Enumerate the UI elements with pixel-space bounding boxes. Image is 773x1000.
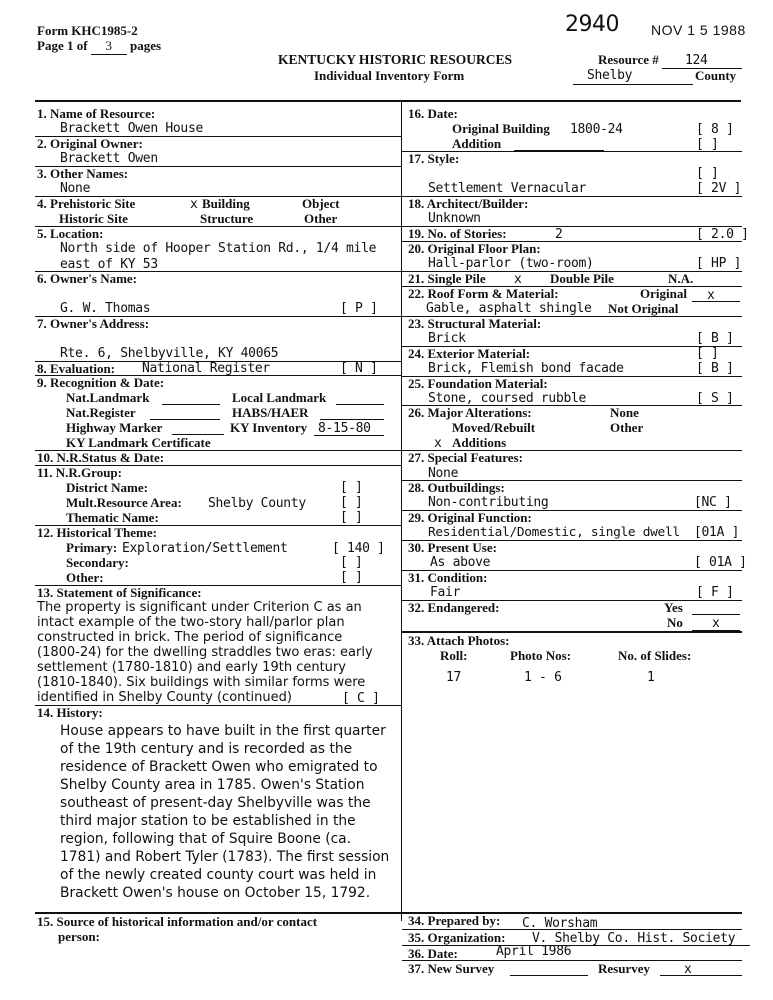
f11-district-bracket: [ ] <box>340 480 363 495</box>
page-count <box>37 38 161 55</box>
f9-kyinventory: KY Inventory <box>230 420 308 435</box>
county-value: Shelby <box>587 68 633 83</box>
f5-label: 5. Location: <box>37 226 104 241</box>
f25-label: 25. Foundation Material: <box>408 376 548 391</box>
f16-original-value: 1800-24 <box>570 122 623 137</box>
f3-value: None <box>60 181 91 196</box>
f21-na: N.A. <box>668 271 694 286</box>
f19-code: [ 2.0 ] <box>696 227 749 242</box>
f8-code: [ N ] <box>340 361 378 376</box>
f9-natlandmark: Nat.Landmark <box>66 390 150 405</box>
f24-value: Brick, Flemish bond facade <box>428 361 624 376</box>
f33-roll: Roll: <box>440 648 468 663</box>
f25-code: [ S ] <box>696 391 734 406</box>
f17-value: Settlement Vernacular <box>428 181 587 196</box>
f9-natregister: Nat.Register <box>66 405 136 420</box>
f17-code: [ 2V ] <box>696 181 742 196</box>
f35-value: V. Shelby Co. Hist. Society <box>532 931 736 946</box>
f33-photo-nos: Photo Nos: <box>510 648 572 663</box>
f30-value: As above <box>430 555 491 570</box>
f33-slides-value: 1 <box>647 670 655 685</box>
f3-label: 3. Other Names: <box>37 166 129 181</box>
f23-label: 23. Structural Material: <box>408 316 542 331</box>
f20-code: [ HP ] <box>696 256 742 271</box>
f11-district: District Name: <box>66 480 148 495</box>
f18-label: 18. Architect/Builder: <box>408 196 529 211</box>
f29-value: Residential/Domestic, single dwell <box>428 525 680 540</box>
f17-bracket-empty: [ ] <box>696 166 719 181</box>
f22-mark: x <box>707 288 715 303</box>
f15-label: 15. Source of historical information and/or contact <box>37 914 318 929</box>
f13-text: The property is significant under Criterion C as an intact example of the two-story hall/parlor plan constructed in brick. The period of significance (1800-24) for the dwelling straddles two eras: early settlement (1780-1810) and early 19th century (1810-1840). Six buildings with similar forms were identified in Shelby County (continued) <box>37 600 373 705</box>
f9-locallandmark: Local Landmark <box>232 390 327 405</box>
f32-mark: x <box>712 616 720 631</box>
f7-value: Rte. 6, Shelbyville, KY 40065 <box>60 346 279 361</box>
f14-label: 14. History: <box>37 705 103 720</box>
f16-original: Original Building <box>452 121 550 136</box>
form-id: Form KHC1985-2 <box>37 23 138 38</box>
f26-label: 26. Major Alterations: <box>408 405 532 420</box>
f33-photo-value: 1 - 6 <box>524 670 562 685</box>
resource-label: Resource # <box>598 52 659 67</box>
f19-value: 2 <box>555 227 563 242</box>
f9-label: 9. Recognition & Date: <box>37 375 165 390</box>
f12-other: Other: <box>66 570 104 585</box>
f8-label: 8. Evaluation: <box>37 361 116 376</box>
f22-label: 22. Roof Form & Material: <box>408 286 559 301</box>
f13-label: 13. Statement of Significance: <box>37 585 202 600</box>
f18-value: Unknown <box>428 211 481 226</box>
f21-mark: x <box>514 272 522 287</box>
f31-label: 31. Condition: <box>408 570 488 585</box>
f11-mra: Mult.Resource Area: <box>66 495 182 510</box>
f1-label: 1. Name of Resource: <box>37 106 156 121</box>
f34-value: C. Worsham <box>522 916 598 931</box>
f9-highway: Highway Marker <box>66 420 163 435</box>
f4-prehistoric: 4. Prehistoric Site <box>37 196 136 211</box>
f4-object: Object <box>302 196 340 211</box>
f4-other: Other <box>304 211 338 226</box>
f24-code: [ B ] <box>696 361 734 376</box>
f6-code: [ P ] <box>340 301 378 316</box>
f12-secondary: Secondary: <box>66 555 129 570</box>
f37-resurvey: Resurvey <box>598 961 650 976</box>
f32-label: 32. Endangered: <box>408 600 500 615</box>
f2-value: Brackett Owen <box>60 151 158 166</box>
f10-label: 10. N.R.Status & Date: <box>37 450 165 465</box>
f24-bracket-empty: [ ] <box>696 346 719 361</box>
f31-code: [ F ] <box>696 585 734 600</box>
f9-habs: HABS/HAER <box>232 405 309 420</box>
f36-value: April 1986 <box>496 944 572 959</box>
f6-value: G. W. Thomas <box>60 301 151 316</box>
f5-line2: east of KY 53 <box>60 257 158 272</box>
f21-double-pile: Double Pile <box>550 271 614 286</box>
f12-primary: Primary: <box>66 540 118 555</box>
f25-value: Stone, coursed rubble <box>428 391 587 406</box>
f12-secondary-bracket: [ ] <box>340 555 363 570</box>
f22-not-original: Not Original <box>608 301 679 316</box>
f16-addition: Addition <box>452 136 502 151</box>
county-label: County <box>695 68 737 83</box>
f28-value: Non-contributing <box>428 495 549 510</box>
page-suffix: pages <box>130 38 162 53</box>
page-prefix: Page 1 of <box>37 38 88 53</box>
f9-kylandmark: KY Landmark Certificate <box>66 435 211 450</box>
f2-label: 2. Original Owner: <box>37 136 143 151</box>
f33-slides: No. of Slides: <box>618 648 692 663</box>
handwritten-number: 2940 <box>565 12 619 37</box>
f11-thematic: Thematic Name: <box>66 510 159 525</box>
f12-primary-value: Exploration/Settlement <box>122 541 288 556</box>
f35-label: 35. Organization: <box>408 930 506 945</box>
f22-original: Original <box>640 286 687 301</box>
f30-code: [ 01A ] <box>694 555 747 570</box>
f26-other: Other <box>610 420 644 435</box>
f4-structure: Structure <box>200 211 254 226</box>
f11-mra-value: Shelby County <box>208 496 306 511</box>
f34-label: 34. Prepared by: <box>408 913 501 928</box>
f17-label: 17. Style: <box>408 151 460 166</box>
f12-primary-code: [ 140 ] <box>332 541 385 556</box>
resource-number: 124 <box>685 53 708 68</box>
page-total: 3 <box>91 38 127 55</box>
f32-no: No <box>667 615 683 630</box>
f15-label2: person: <box>58 929 100 944</box>
f29-code: [01A ] <box>694 525 740 540</box>
f26-moved: Moved/Rebuilt <box>452 420 536 435</box>
f13-code: [ C ] <box>342 691 380 706</box>
f21-single-pile: 21. Single Pile <box>408 271 486 286</box>
f12-other-bracket: [ ] <box>340 570 363 585</box>
f28-label: 28. Outbuildings: <box>408 480 505 495</box>
f19-label: 19. No. of Stories: <box>408 226 507 241</box>
f23-value: Brick <box>428 331 466 346</box>
f20-value: Hall-parlor (two-room) <box>428 256 594 271</box>
f16-original-code: [ 8 ] <box>696 122 734 137</box>
form-subtitle: Individual Inventory Form <box>314 68 465 83</box>
f4-building: Building <box>202 196 250 211</box>
f37-new-survey: 37. New Survey <box>408 961 495 976</box>
f33-label: 33. Attach Photos: <box>408 633 510 648</box>
f24-label: 24. Exterior Material: <box>408 346 531 361</box>
f6-label: 6. Owner's Name: <box>37 271 138 286</box>
f7-label: 7. Owner's Address: <box>37 316 150 331</box>
f4-historic: Historic Site <box>59 211 128 226</box>
f37-mark: x <box>684 962 692 977</box>
f30-label: 30. Present Use: <box>408 540 497 555</box>
f33-roll-value: 17 <box>446 670 462 685</box>
f27-label: 27. Special Features: <box>408 450 523 465</box>
f26-none: None <box>610 405 639 420</box>
date-stamp: NOV 1 5 1988 <box>651 22 746 38</box>
f16-label: 16. Date: <box>408 106 458 121</box>
f32-yes: Yes <box>664 600 683 615</box>
f22-value: Gable, asphalt shingle <box>426 301 592 316</box>
f26-additions: Additions <box>452 435 507 450</box>
f14-text: House appears to have built in the first quarter of the 19th century and is recorded as the residence of Brackett Owen who emigrated to Shelby County area in 1785. Owen's Station southeast of present-day Shelbyville was the third major station to be established in the region, following that of Squire Boone (ca. 1781) and Robert Tyler (1783). The first session of the newly created county court was held in Brackett Owen's house on October 15, 1792. <box>60 723 390 901</box>
f20-label: 20. Original Floor Plan: <box>408 241 541 256</box>
f26-mark: x <box>434 436 442 451</box>
f4-mark: x <box>190 197 198 212</box>
f9-kyinventory-date: 8-15-80 <box>318 421 371 436</box>
f11-label: 11. N.R.Group: <box>37 465 122 480</box>
f36-label: 36. Date: <box>408 946 458 961</box>
f16-addition-bracket: [ ] <box>696 137 719 152</box>
f29-label: 29. Original Function: <box>408 510 532 525</box>
f11-mra-bracket: [ ] <box>340 495 363 510</box>
f12-label: 12. Historical Theme: <box>37 525 157 540</box>
f5-line1: North side of Hooper Station Rd., 1/4 mile <box>60 241 377 256</box>
f23-code: [ B ] <box>696 331 734 346</box>
f28-code: [NC ] <box>694 495 732 510</box>
form-title: KENTUCKY HISTORIC RESOURCES <box>278 52 513 67</box>
f27-value: None <box>428 466 459 481</box>
f8-value: National Register <box>142 361 270 376</box>
f1-value: Brackett Owen House <box>60 121 204 136</box>
f31-value: Fair <box>430 585 461 600</box>
f11-thematic-bracket: [ ] <box>340 510 363 525</box>
